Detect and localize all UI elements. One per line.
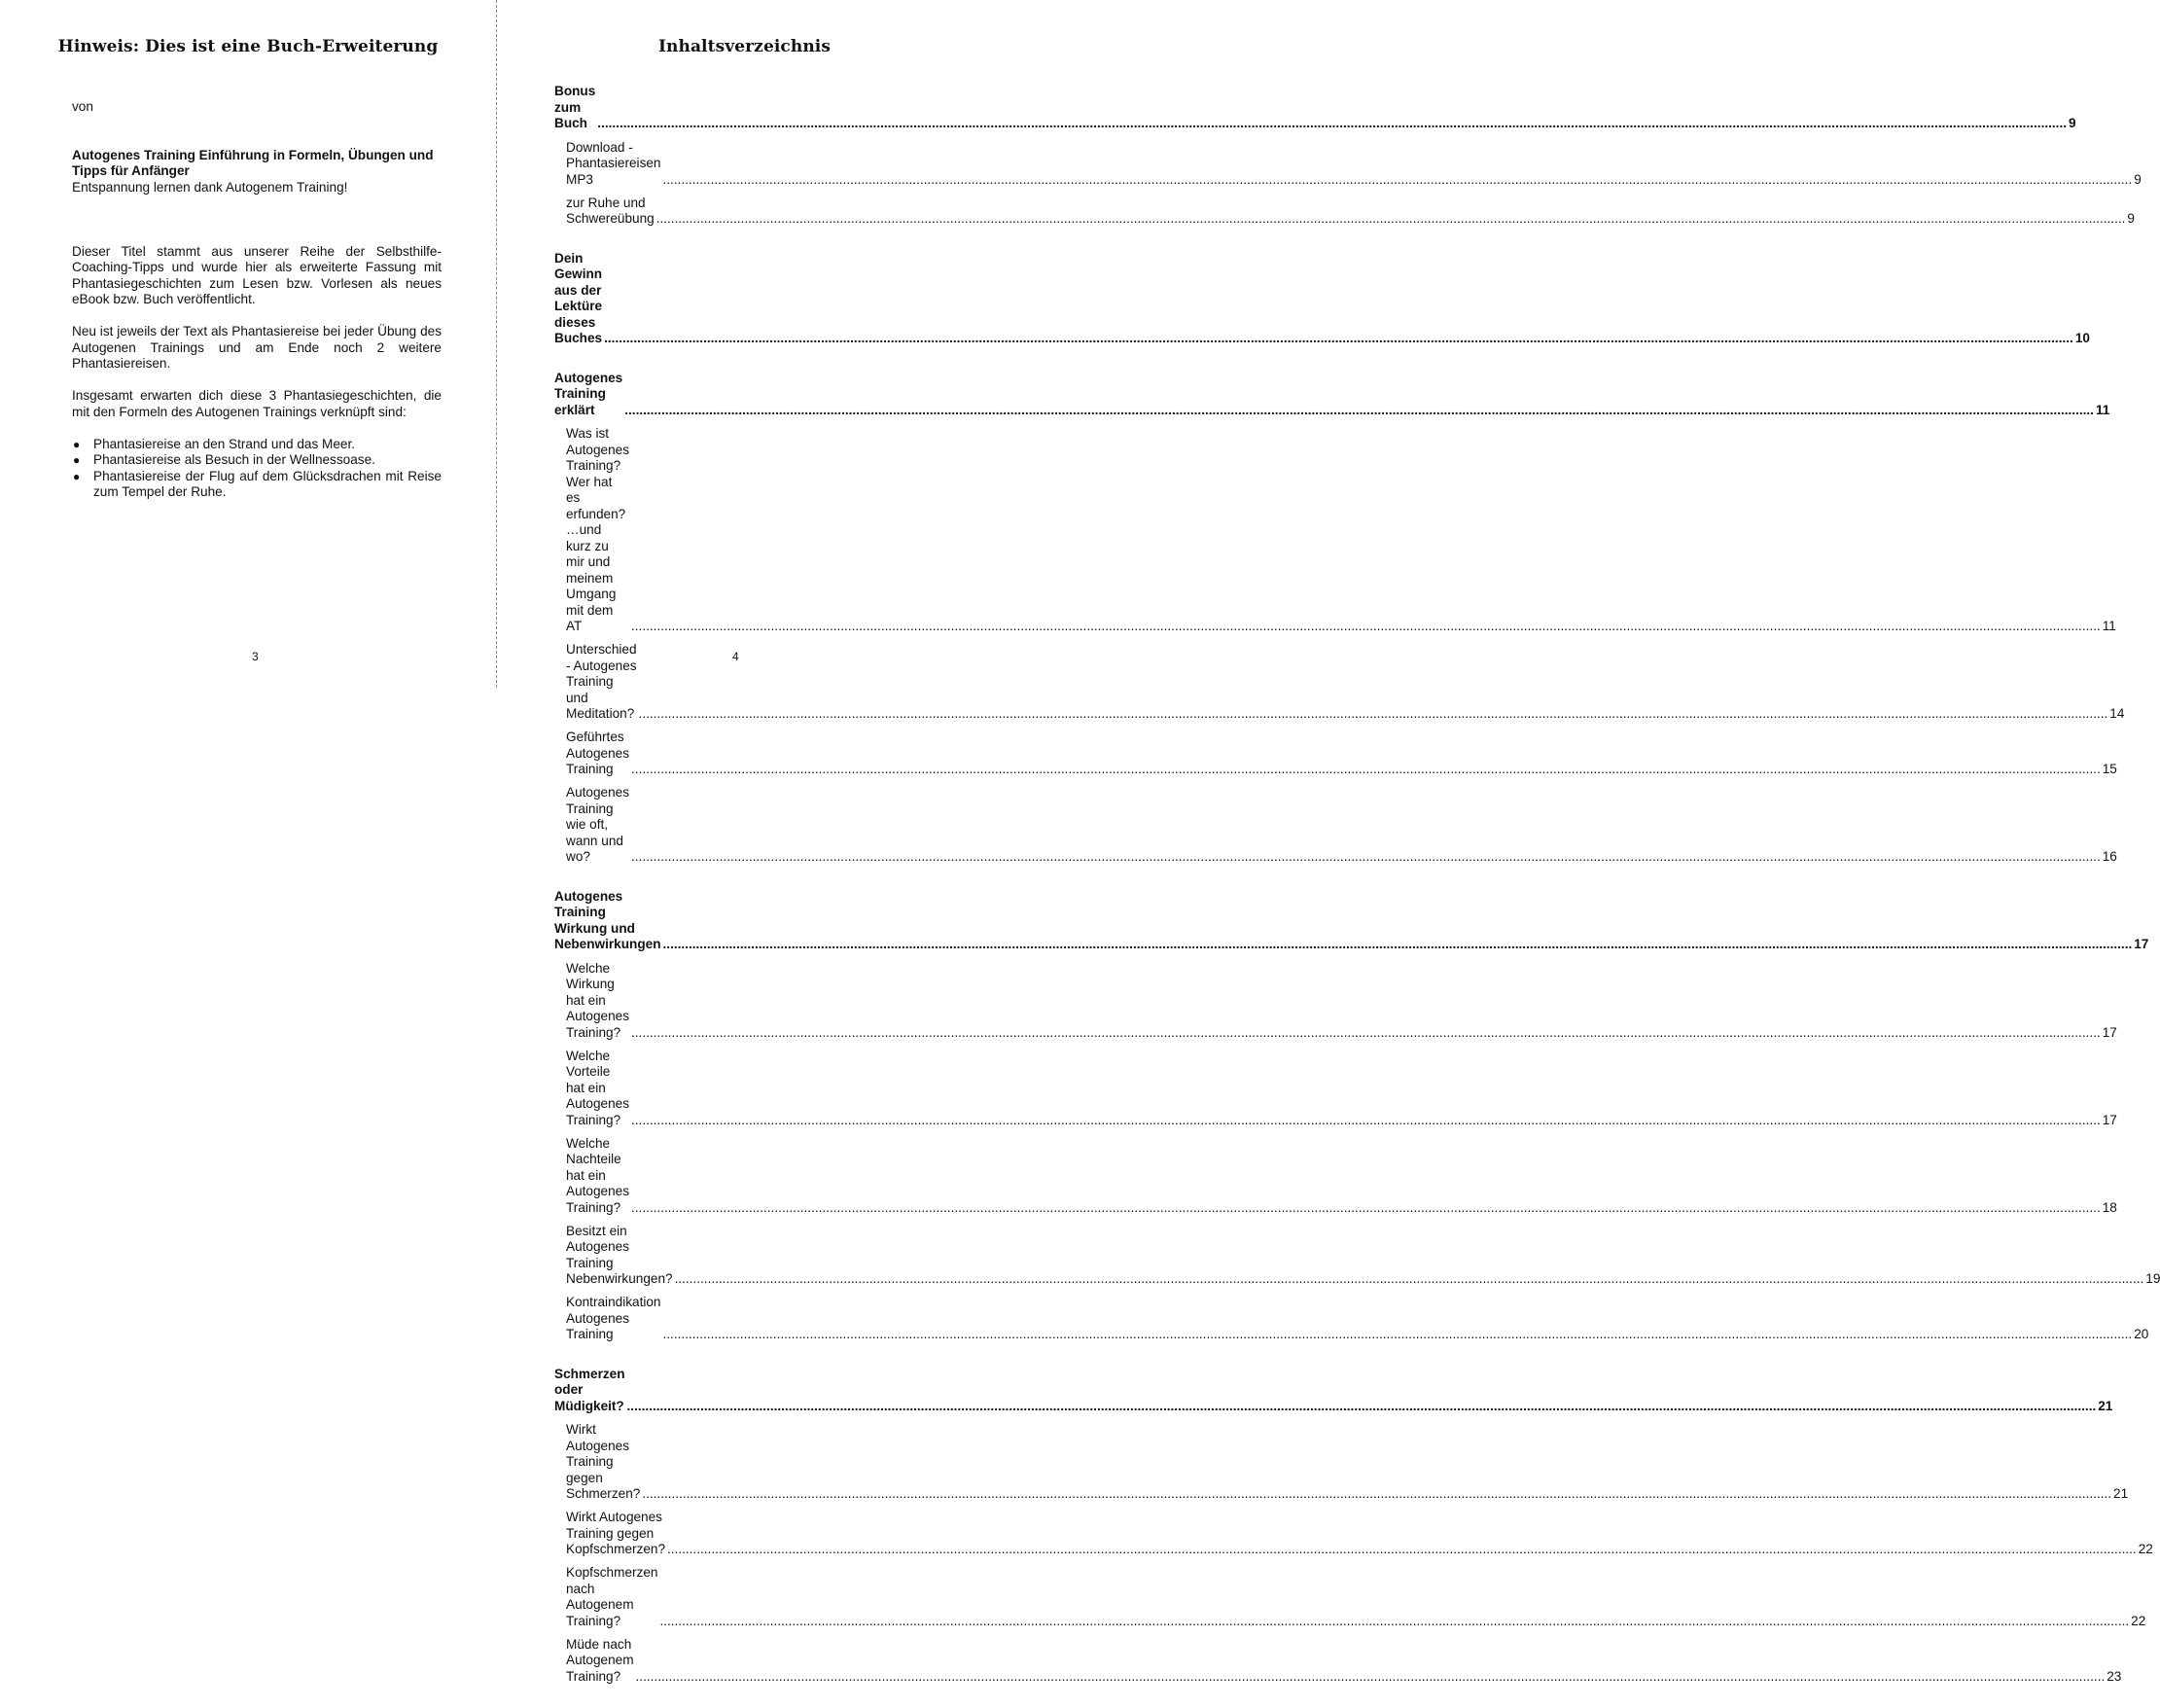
toc-page-number: 17 xyxy=(2102,1024,2117,1040)
bullet-icon: ● xyxy=(73,437,81,451)
toc-entry-title: Was ist Autogenes Training? Wer hat es erfunden? …und kurz zu mir und meinem Umgang mit dem AT xyxy=(566,426,630,633)
toc-entry-title: Müde nach Autogenem Training? xyxy=(566,1636,634,1684)
toc-entry-title: Schmerzen oder Müdigkeit? xyxy=(554,1366,625,1413)
toc-page-number: 9 xyxy=(2134,171,2142,187)
toc-chapter-entry[interactable] xyxy=(554,1366,2113,1415)
toc-page-number: 21 xyxy=(2113,1486,2129,1501)
toc-chapter-entry[interactable] xyxy=(554,84,2076,132)
dot-leader: ................................................................................................................................................................................................................................................................................................................................................................................................................ xyxy=(631,762,2101,776)
book-title: Autogenes Training Einführung in Formeln, Übungen und Tipps für Anfänger xyxy=(72,147,434,178)
toc-subentry[interactable] xyxy=(554,1565,2146,1629)
toc-subentry[interactable] xyxy=(554,960,2117,1042)
dot-leader: ................................................................................................................................................................................................................................................................................................................................................................................................................ xyxy=(659,1613,2130,1628)
toc-entry-title: Autogenes Training wie oft, wann und wo? xyxy=(566,785,630,864)
dot-leader: ................................................................................................................................................................................................................................................................................................................................................................................................................ xyxy=(631,849,2101,864)
toc-title: Inhaltsverzeichnis xyxy=(657,37,832,56)
toc-page-number: 18 xyxy=(2102,1199,2117,1215)
toc-page-number: 22 xyxy=(2138,1542,2153,1556)
toc-entry-title: Kopfschmerzen nach Autogenem Training? xyxy=(566,1565,658,1628)
bullet-icon: ● xyxy=(73,453,81,467)
story-list xyxy=(72,437,442,501)
toc-page-number: 9 xyxy=(2069,116,2076,130)
left-page xyxy=(0,0,496,688)
toc-entry-title: Welche Nachteile hat ein Autogenes Training? xyxy=(566,1135,630,1215)
toc-subentry[interactable] xyxy=(554,1422,2129,1503)
dot-leader: ................................................................................................................................................................................................................................................................................................................................................................................................................ xyxy=(631,619,2101,633)
toc-page-number: 10 xyxy=(2074,331,2090,345)
toc-page-number: 14 xyxy=(2109,706,2125,721)
toc-subentry[interactable] xyxy=(554,1223,2160,1288)
list-item: ● Phantasiereise an den Strand und das Meer. xyxy=(73,436,356,451)
toc-subentry[interactable] xyxy=(554,1636,2122,1686)
toc-entry-title: Autogenes Training Wirkung und Nebenwirkungen xyxy=(554,888,661,951)
toc-page-number: 22 xyxy=(2131,1613,2146,1628)
dot-leader: ................................................................................................................................................................................................................................................................................................................................................................................................................ xyxy=(635,1668,2106,1684)
toc-page-number: 17 xyxy=(2134,937,2149,951)
dot-leader: ................................................................................................................................................................................................................................................................................................................................................................................................................ xyxy=(631,1112,2101,1127)
toc-subentry[interactable] xyxy=(554,426,2116,635)
dot-leader: ................................................................................................................................................................................................................................................................................................................................................................................................................ xyxy=(638,706,2108,721)
page-number: 3 xyxy=(252,650,259,663)
page-title: Hinweis: Dies ist eine Buch-Erweiterung xyxy=(57,37,439,56)
toc-page-number: 17 xyxy=(2102,1112,2117,1127)
dot-leader: ................................................................................................................................................................................................................................................................................................................................................................................................................ xyxy=(624,402,2094,417)
new-content-paragraph: Neu ist jeweils der Text als Phantasiereise bei jeder Übung des Autogenen Trainings und am Ende noch 2 weitere Phantasiereisen. xyxy=(72,324,442,371)
toc-entry-title: Autogenes Training erklärt xyxy=(554,370,623,417)
toc-entry-title: Dein Gewinn aus der Lektüre dieses Buches xyxy=(554,250,603,345)
von-text: von xyxy=(72,99,93,114)
toc-subentry[interactable] xyxy=(554,785,2117,866)
toc-section xyxy=(554,888,2160,1343)
dot-leader: ................................................................................................................................................................................................................................................................................................................................................................................................................ xyxy=(631,1199,2101,1215)
book-subtitle: Entspannung lernen dank Autogenem Training! xyxy=(72,179,348,195)
list-item: ● Phantasiereise als Besuch in der Wellnessoase. xyxy=(73,452,375,467)
toc-section xyxy=(554,250,2090,347)
toc-entry-title: Welche Vorteile hat ein Autogenes Training? xyxy=(566,1048,630,1127)
toc-entry-title: Wirkt Autogenes Training gegen Kopfschmerzen? xyxy=(566,1510,666,1556)
dot-leader: ................................................................................................................................................................................................................................................................................................................................................................................................................ xyxy=(662,1327,2133,1341)
toc-entry-title: Geführtes Autogenes Training xyxy=(566,729,630,776)
toc-page-number: 15 xyxy=(2102,762,2117,776)
toc-entry-title: zur Ruhe und Schwereübung xyxy=(566,195,655,226)
toc-subentry[interactable] xyxy=(554,195,2135,228)
toc-subentry[interactable] xyxy=(554,1048,2117,1129)
bullet-icon: ● xyxy=(73,469,81,483)
toc-page-number: 21 xyxy=(2098,1398,2113,1413)
dot-leader: ................................................................................................................................................................................................................................................................................................................................................................................................................ xyxy=(655,211,2126,226)
toc-chapter-entry[interactable] xyxy=(554,888,2149,953)
dot-leader: ................................................................................................................................................................................................................................................................................................................................................................................................................ xyxy=(667,1542,2137,1556)
toc-subentry[interactable] xyxy=(554,729,2117,778)
toc-page-number: 11 xyxy=(2095,402,2110,417)
dot-leader: ................................................................................................................................................................................................................................................................................................................................................................................................................ xyxy=(604,331,2073,345)
toc-subentry[interactable] xyxy=(554,139,2142,189)
toc-entry-title: Download - Phantasiereisen MP3 xyxy=(566,139,661,187)
toc-page-number: 9 xyxy=(2127,211,2135,226)
dot-leader: ................................................................................................................................................................................................................................................................................................................................................................................................................ xyxy=(642,1486,2112,1501)
toc-section xyxy=(554,1366,2153,1686)
toc-entry-title: Unterschied - Autogenes Training und Meditation? xyxy=(566,642,637,721)
toc-chapter-entry[interactable] xyxy=(554,370,2110,419)
page-body xyxy=(72,99,442,501)
list-item: ● Phantasiereise der Flug auf dem Glücksdrachen mit Reise zum Tempel der Ruhe. xyxy=(73,468,442,499)
intro-paragraph: Dieser Titel stammt aus unserer Reihe der Selbsthilfe-Coaching-Tipps und wurde hier als erweiterte Fassung mit Phantasiegeschichten zum Lesen bzw. Vorlesen als neues eBook bzw. Buch veröffentlicht. xyxy=(72,243,442,306)
toc-entry-title: Welche Wirkung hat ein Autogenes Training? xyxy=(566,960,630,1040)
table-of-contents xyxy=(554,84,2160,1708)
toc-section xyxy=(554,84,2142,228)
toc-subentry[interactable] xyxy=(554,1135,2117,1217)
toc-chapter-entry[interactable] xyxy=(554,250,2090,347)
toc-page-number: 16 xyxy=(2102,849,2117,864)
dot-leader: ................................................................................................................................................................................................................................................................................................................................................................................................................ xyxy=(626,1398,2097,1413)
right-page xyxy=(497,0,2160,1684)
toc-entry-title: Bonus zum Buch xyxy=(554,84,596,130)
dot-leader: ................................................................................................................................................................................................................................................................................................................................................................................................................ xyxy=(662,937,2133,951)
dot-leader: ................................................................................................................................................................................................................................................................................................................................................................................................................ xyxy=(631,1024,2101,1040)
toc-subentry[interactable] xyxy=(554,1295,2149,1343)
toc-entry-title: Besitzt ein Autogenes Training Nebenwirkungen? xyxy=(566,1223,673,1286)
toc-page-number: 11 xyxy=(2102,619,2116,633)
page-number: 4 xyxy=(732,650,739,663)
toc-entry-title: Kontraindikation Autogenes Training xyxy=(566,1295,661,1341)
stories-paragraph: Insgesamt erwarten dich diese 3 Phantasiegeschichten, die mit den Formeln des Autogenen Trainings verknüpft sind: xyxy=(72,388,442,419)
toc-entry-title: Wirkt Autogenes Training gegen Schmerzen? xyxy=(566,1422,641,1501)
dot-leader: ................................................................................................................................................................................................................................................................................................................................................................................................................ xyxy=(597,116,2068,130)
toc-section xyxy=(554,370,2125,866)
toc-subentry[interactable] xyxy=(554,1510,2153,1558)
toc-page-number: 23 xyxy=(2107,1668,2122,1684)
toc-page-number: 19 xyxy=(2145,1271,2160,1286)
dot-leader: ................................................................................................................................................................................................................................................................................................................................................................................................................ xyxy=(662,171,2133,187)
dot-leader: ................................................................................................................................................................................................................................................................................................................................................................................................................ xyxy=(674,1271,2144,1286)
toc-page-number: 20 xyxy=(2134,1327,2149,1341)
